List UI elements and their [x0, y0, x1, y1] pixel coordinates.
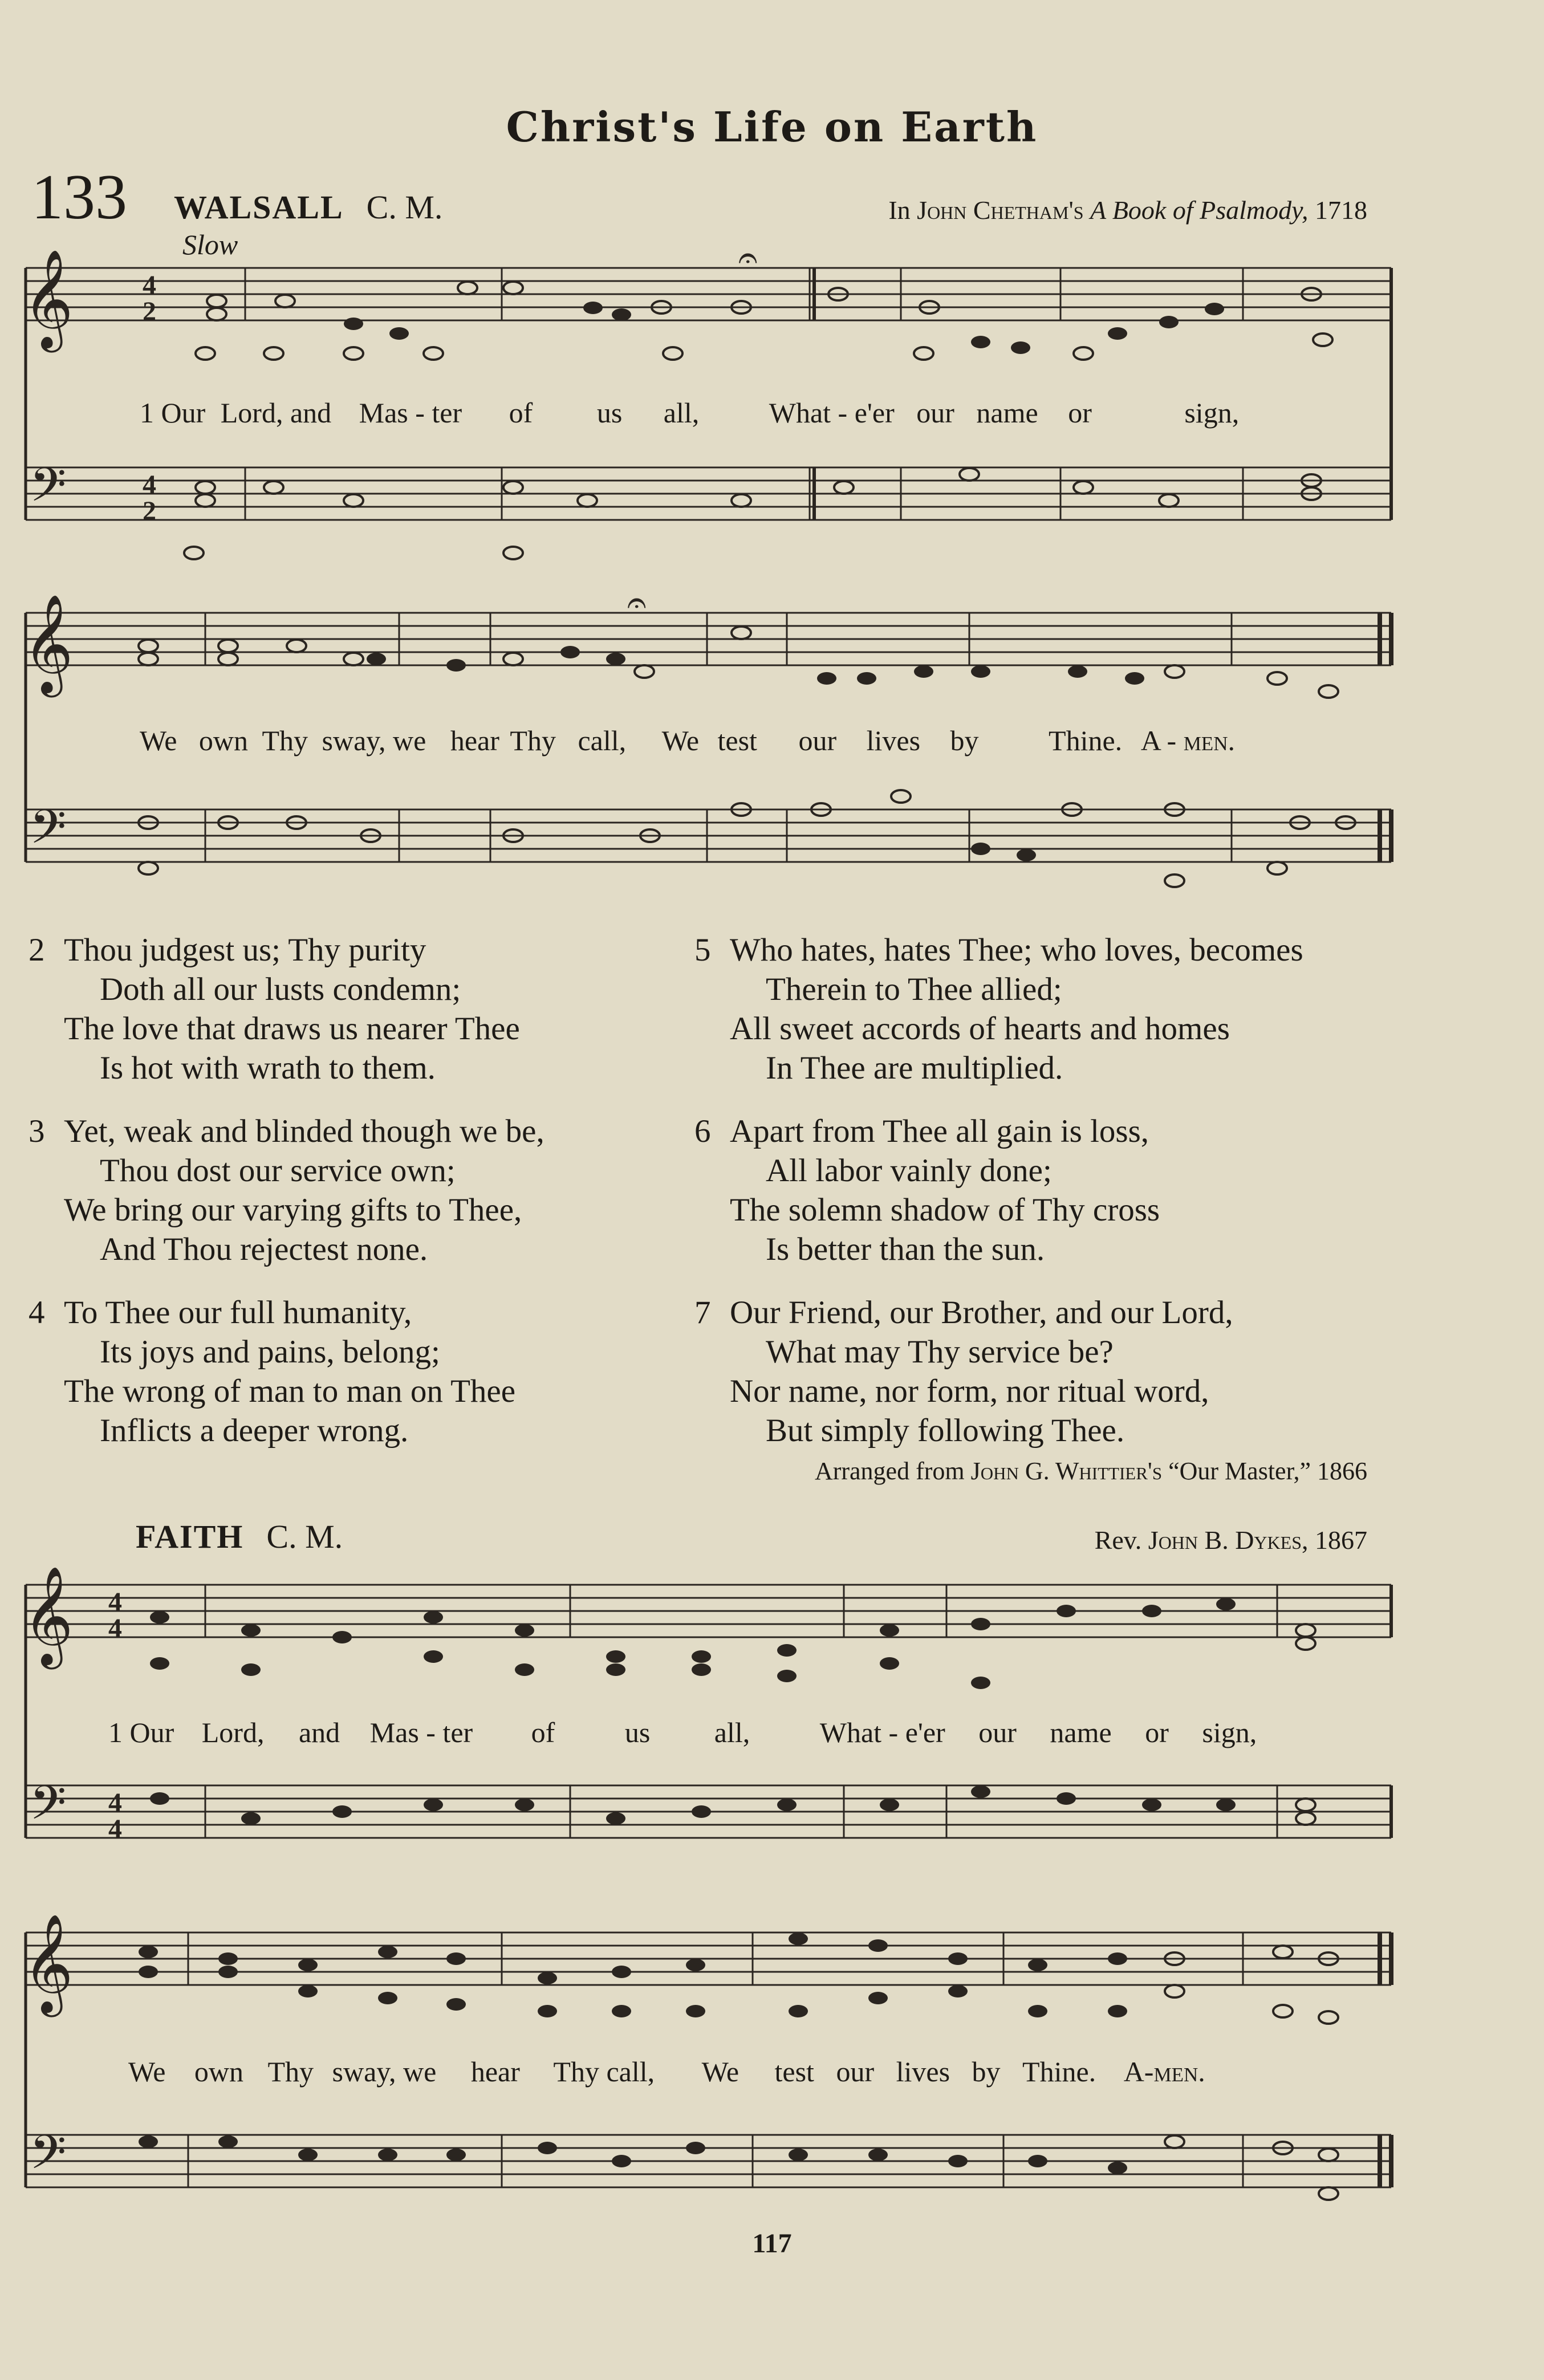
attribution-year: 1866: [1317, 1457, 1367, 1485]
hymn1-system1-lyrics: [140, 396, 1239, 429]
verse-line: Therein to Thee allied;: [766, 971, 1062, 1007]
verse-line: Thou dost our service own;: [100, 1153, 456, 1189]
verse-line: Is hot with wrath to them.: [100, 1050, 436, 1086]
verse-number: 3: [29, 1113, 45, 1149]
hymn2-tune-name: FAITH: [136, 1518, 244, 1555]
lyric-syllable: by: [972, 2056, 1001, 2088]
verse-number: 5: [694, 932, 711, 968]
svg-text:4: 4: [143, 470, 156, 500]
hymn1-tune-name: WALSALL: [174, 189, 344, 226]
verse-5: [694, 930, 1413, 1088]
lyric-syllable: Mas - ter: [359, 397, 462, 429]
verse-line: And Thou rejectest none.: [100, 1231, 428, 1267]
lyric-syllable: Thine.: [1049, 725, 1123, 756]
lyric-syllable: of: [531, 1716, 555, 1748]
verse-7: [694, 1293, 1413, 1450]
lyric-syllable: We: [128, 2056, 166, 2088]
lyric-syllable: of: [509, 397, 533, 429]
hymn1-system2-lyrics: [140, 724, 1235, 757]
tempo-marking: Slow: [182, 229, 238, 261]
text-attribution: [815, 1457, 1367, 1486]
lyric-syllable: test: [774, 2056, 814, 2088]
lyric-syllable: us: [596, 397, 623, 429]
bass-clef-icon: 𝄢: [30, 2125, 67, 2191]
bass-clef-icon: 𝄢: [30, 457, 67, 524]
lyric-syllable: lives: [866, 725, 921, 756]
lyric-syllable: all,: [714, 1716, 750, 1748]
lyric-syllable: hear: [450, 725, 499, 756]
amen-syllable: A-men.: [1123, 2056, 1205, 2088]
verse-line: All labor vainly done;: [766, 1153, 1052, 1189]
treble-clef-icon: 𝄞: [23, 249, 74, 348]
lyric-syllable: 1 Our: [140, 397, 206, 429]
lyric-syllable: What - e'er: [819, 1716, 945, 1748]
composer-year: 1867: [1315, 1525, 1367, 1555]
verse-4: [29, 1293, 678, 1450]
lyric-syllable: Thy: [510, 725, 556, 756]
lyric-syllable: Lord,: [201, 1716, 265, 1748]
verse-line: Thou judgest us; Thy purity: [64, 932, 426, 968]
verse-number: 6: [694, 1113, 711, 1149]
verse-2: [29, 930, 678, 1088]
svg-text:4: 4: [143, 270, 156, 300]
page-header: Christ's Life on Earth: [506, 103, 1038, 151]
treble-clef-icon: 𝄞: [23, 1914, 74, 2013]
hymn1-source-prefix: In: [888, 196, 911, 225]
svg-text:4: 4: [108, 1587, 122, 1617]
lyric-syllable: by: [950, 725, 979, 756]
lyric-syllable: our: [798, 725, 837, 756]
lyric-syllable: test: [717, 725, 757, 756]
fermata-icon: 𝄐: [627, 583, 647, 623]
hymn2-meter: C. M.: [266, 1518, 343, 1555]
attribution-title: “Our Master,”: [1168, 1457, 1311, 1485]
treble-clef-icon: 𝄞: [23, 594, 74, 693]
verse-line: Doth all our lusts condemn;: [100, 971, 461, 1007]
verse-line: The solemn shadow of Thy cross: [730, 1192, 1160, 1228]
svg-text:4: 4: [108, 1788, 122, 1818]
lyric-syllable: or: [1068, 397, 1092, 429]
verse-3: [29, 1112, 678, 1269]
hymn2-system1-lyrics: [108, 1716, 1257, 1749]
composer-name: John B. Dykes,: [1148, 1525, 1309, 1555]
lyric-syllable: us: [624, 1716, 651, 1748]
verse-line: Who hates, hates Thee; who loves, becomes: [730, 932, 1303, 968]
lyric-syllable: all,: [663, 397, 700, 429]
hymn1-system2-music: [0, 583, 1544, 935]
lyric-syllable: Lord, and: [220, 397, 332, 429]
lyric-syllable: Thine.: [1022, 2056, 1096, 2088]
fermata-icon: 𝄐: [738, 238, 758, 278]
verse-line: In Thee are multiplied.: [766, 1050, 1063, 1086]
lyric-syllable: lives: [896, 2056, 950, 2088]
lyric-syllable: our: [978, 1716, 1017, 1748]
hymn1-meter: C. M.: [366, 189, 443, 226]
lyric-syllable: name: [1050, 1716, 1112, 1748]
verse-line: The love that draws us nearer Thee: [64, 1011, 520, 1047]
amen-syllable: A - men.: [1140, 725, 1235, 756]
verse-number: 2: [29, 932, 45, 968]
lyric-syllable: What - e'er: [769, 397, 895, 429]
attribution-author: John G. Whittier's: [970, 1457, 1163, 1485]
hymn-number: 133: [31, 162, 127, 233]
hymn1-tune-heading: [174, 188, 442, 226]
hymn1-source-credit: [888, 195, 1367, 225]
verse-line: Our Friend, our Brother, and our Lord,: [730, 1295, 1233, 1331]
hymn1-source-year: 1718: [1315, 196, 1367, 225]
hymn2-system2-lyrics: [128, 2055, 1205, 2088]
lyric-syllable: or: [1145, 1716, 1169, 1748]
verse-line: Yet, weak and blinded though we be,: [64, 1113, 545, 1149]
hymn1-source-book: A Book of Psalmody,: [1090, 196, 1309, 225]
lyric-syllable: 1 Our: [108, 1716, 174, 1748]
verse-line: Is better than the sun.: [766, 1231, 1045, 1267]
svg-text:4: 4: [108, 1613, 122, 1643]
lyric-syllable: We: [701, 2056, 740, 2088]
lyric-syllable: and: [298, 1716, 340, 1748]
hymn1-source-author: John Chetham's: [917, 196, 1084, 225]
hymn2-tune-heading: [136, 1517, 343, 1556]
lyric-syllable: Thy call,: [553, 2056, 655, 2088]
lyric-syllable: hear: [470, 2056, 520, 2088]
lyric-syllable: our: [916, 397, 954, 429]
svg-text:4: 4: [108, 1814, 122, 1844]
lyric-syllable: Mas - ter: [369, 1716, 473, 1748]
verse-line: The wrong of man to man on Thee: [64, 1373, 515, 1409]
svg-text:2: 2: [143, 296, 156, 327]
verse-line: Its joys and pains, belong;: [100, 1334, 440, 1370]
verse-number: 4: [29, 1295, 45, 1331]
attribution-prefix: Arranged from: [814, 1457, 965, 1485]
lyric-syllable: our: [836, 2056, 875, 2088]
bass-clef-icon: 𝄢: [30, 799, 67, 866]
page-number: 117: [752, 2228, 792, 2259]
composer-prefix: Rev.: [1094, 1525, 1142, 1555]
lyric-syllable: own: [198, 725, 248, 756]
lyric-syllable: Thy: [262, 725, 308, 756]
lyric-syllable: Thy: [267, 2056, 314, 2088]
verses-right-column: [694, 930, 1413, 1450]
lyric-syllable: name: [976, 397, 1038, 429]
verse-line: All sweet accords of hearts and homes: [730, 1011, 1230, 1047]
verses-left-column: [29, 930, 678, 1450]
verse-6: [694, 1112, 1413, 1269]
verse-number: 7: [694, 1295, 711, 1331]
verse-line: But simply following Thee.: [766, 1413, 1125, 1449]
verse-line: Apart from Thee all gain is loss,: [730, 1113, 1149, 1149]
verse-line: To Thee our full humanity,: [64, 1295, 412, 1331]
verse-line: What may Thy service be?: [766, 1334, 1114, 1370]
lyric-syllable: call,: [578, 725, 627, 756]
lyric-syllable: sign,: [1184, 397, 1240, 429]
verse-line: We bring our varying gifts to Thee,: [64, 1192, 522, 1228]
lyric-syllable: sway, we: [322, 725, 426, 756]
lyric-syllable: sway, we: [332, 2056, 437, 2088]
lyric-syllable: We: [140, 725, 177, 756]
bass-clef-icon: 𝄢: [30, 1775, 67, 1842]
hymn2-composer-credit: [1095, 1525, 1367, 1555]
lyric-syllable: sign,: [1202, 1716, 1257, 1748]
treble-clef-icon: 𝄞: [23, 1566, 74, 1665]
verse-line: Inflicts a deeper wrong.: [100, 1413, 409, 1449]
verse-line: Nor name, nor form, nor ritual word,: [730, 1373, 1209, 1409]
lyric-syllable: own: [194, 2056, 243, 2088]
svg-text:2: 2: [143, 496, 156, 526]
lyric-syllable: We: [661, 725, 700, 756]
